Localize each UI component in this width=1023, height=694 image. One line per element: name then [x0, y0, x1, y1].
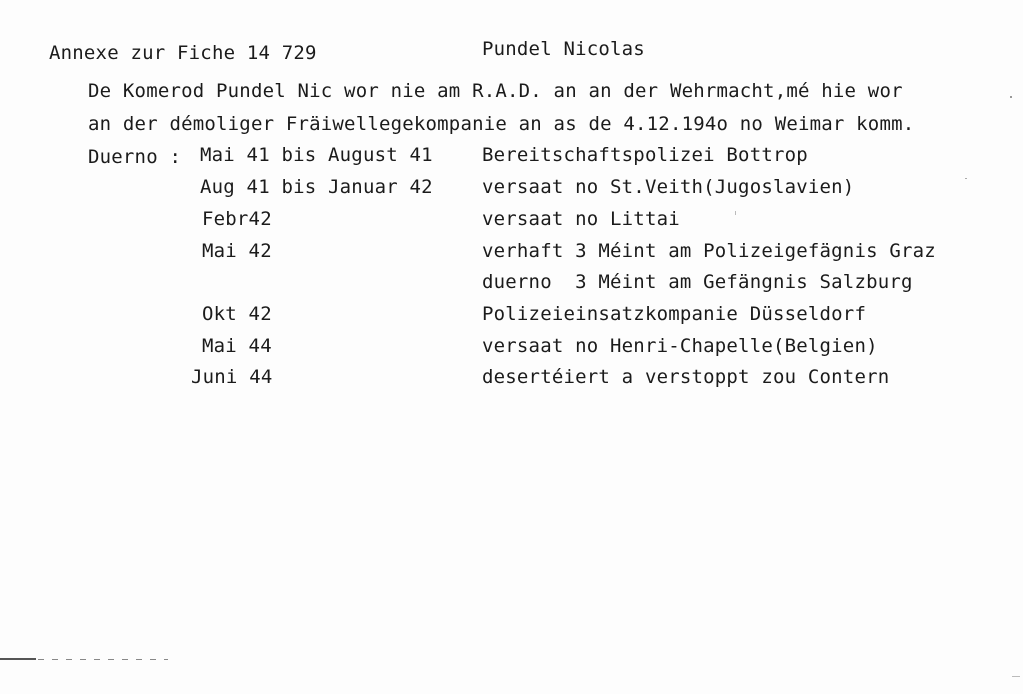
scan-edge-mark	[38, 659, 168, 660]
schedule-event: verhaft 3 Méint am Polizeigefägnis Graz	[482, 240, 936, 262]
person-name: Pundel Nicolas	[482, 38, 645, 60]
scan-speck	[965, 178, 967, 179]
schedule-date: Mai 41 bis August 41	[200, 144, 433, 166]
schedule-event: desertéiert a verstoppt zou Contern	[482, 366, 890, 388]
schedule-date: Febr42	[202, 208, 272, 230]
scan-edge-mark	[0, 658, 36, 660]
annex-reference: Annexe zur Fiche 14 729	[49, 42, 317, 64]
schedule-event: versaat no St.Veith(Jugoslavien)	[482, 176, 855, 198]
schedule-event: Polizeieinsatzkompanie Düsseldorf	[482, 303, 867, 325]
schedule-date: Juni 44	[191, 366, 273, 388]
schedule-date: Mai 44	[202, 335, 272, 357]
schedule-date: Mai 42	[202, 240, 272, 262]
schedule-lead: Duerno :	[88, 146, 182, 168]
schedule-event: versaat no Littai	[482, 208, 680, 230]
statement-line-1: De Komerod Pundel Nic wor nie am R.A.D. an an der Wehrmacht,mé hie wor	[88, 80, 903, 102]
scan-speck	[735, 211, 736, 215]
scan-speck	[1012, 676, 1020, 677]
schedule-event: duerno 3 Méint am Gefängnis Salzburg	[482, 271, 913, 293]
schedule-date: Aug 41 bis Januar 42	[200, 176, 433, 198]
schedule-event: Bereitschaftspolizei Bottrop	[482, 144, 808, 166]
scan-speck	[1010, 96, 1012, 98]
schedule-date: Okt 42	[202, 303, 272, 325]
schedule-event: versaat no Henri-Chapelle(Belgien)	[482, 335, 878, 357]
statement-line-2: an der démoliger Fräiwellegekompanie an as de 4.12.194o no Weimar komm.	[88, 113, 915, 135]
